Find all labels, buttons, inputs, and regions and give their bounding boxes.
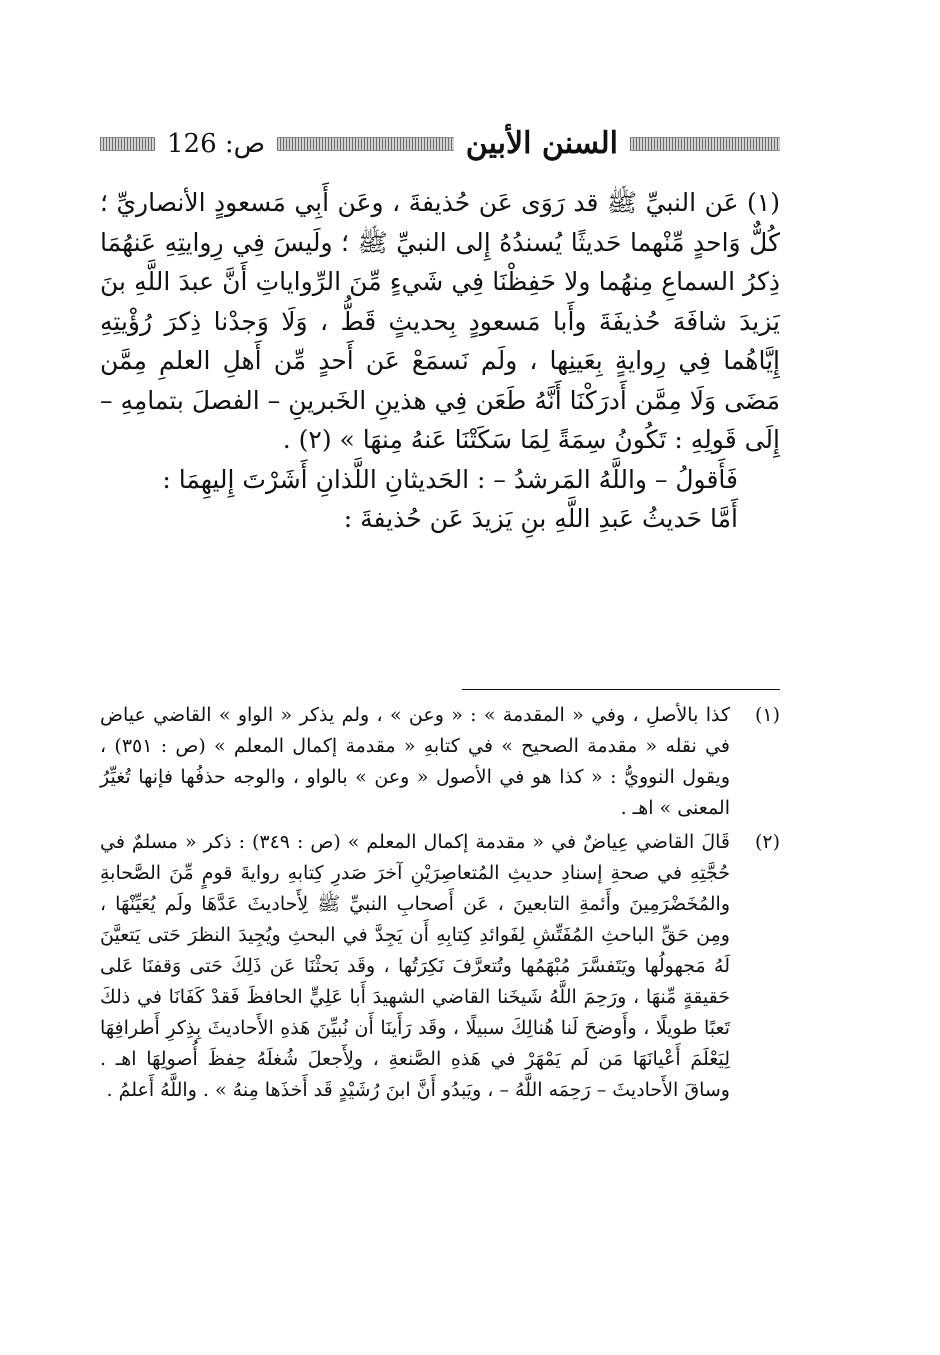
footnotes <box>100 700 780 1109</box>
header-ornament-left <box>100 137 155 151</box>
main-paragraph: فَأَقولُ – واللَّهُ المَرشدُ – : الحَديثانِ اللَّذانِ أَشَرْتَ إِليهِمَا : <box>162 464 738 494</box>
header-ornament-middle <box>277 137 454 151</box>
main-text <box>100 183 780 539</box>
running-title: السنن الأبين <box>465 126 618 161</box>
footnote-number: (١) <box>754 704 780 726</box>
main-paragraph: أَمَّا حَديثُ عَبدِ اللَّهِ بنِ يَزيدَ عَن حُذيفةَ : <box>343 504 738 533</box>
footnote-text: قَالَ القاضي عِياضٌ في « مقدمة إكمال المعلم » (ص : ٣٤٩) : ذكر « مسلمٌ في حُجَّتِهِ في صحةِ إسنادِ حديثِ المُتعاصِرَيْنِ آخرَ صَدرِ كِتابهِ روايةَ قومٍ مِّنَ الصَّحابةِ والمُخَضْرَمِينَ وأَئمةِ التابعينَ ، عَن أَصحابِ النبيِّ ﷺ لِأَحاديثَ عَدَّهَا ولَم يُعَيِّنْهَا ، ومِن حَقِّ الباحثِ المُفَتِّشِ لِفَوائدِ كِتابِهِ أَن يَجِدَّ في البحثِ ويُجِيدَ النظرَ حَتى يَتعيَّنَ لَهُ مَجهولُها ويَتَفسَّرَ مُبْهَمُها وتُتعرَّفَ نَكِرَتُها ، وقَد بَحثْنَا عَن ذَلِكَ حَتى وَقفنَا عَلى حَقيقةٍ مِّنهَا ، ورَحِمَ اللَّهُ شَيخَنا القاضي الشهيدَ أَبا عَلِيٍّ الحافظَ فَقدْ كَفَانَا في ذلكَ تَعبًا طويلًا ، وأَوضحَ لَنا هُنالِكَ سبيلًا ، وقَد رَأَينَا أَن نُبيِّنَ هَذهِ الأَحاديثَ بِذِكرِ أَطرافِهَا لِيَعْلَمَ أَعْيانَهَا مَن لَم يَمْهَرْ في هَذهِ الصَّنعةِ ، ولِأَجعلَ شُغلَهُ حِفظَ أُصولِهَا اهـ . وساقَ الأَحاديثَ – رَحِمَه اللَّهُ – ، ويَبدُو أَنَّ ابنَ رُشَيْدٍ قَد أَخذَها مِنهُ » . واللَّهُ أَعلمُ . <box>100 831 730 1101</box>
footnote <box>100 827 780 1106</box>
header-ornament-right <box>630 137 780 151</box>
footnote <box>100 700 780 824</box>
footnote-text: كذا بالأصلِ ، وفي « المقدمة » : « وعن » ، ولم يذكر « الواو » القاضي عياض في نقله « مقدمة الصحيح » في كتابهِ « مقدمة إكمال المعلم » (ص : ٣٥١) ، ويقول النوويُّ : « كذا هو في الأصول « وعن » بالواو ، والوجه حذفُها فإنها تُغيِّرُ المعنى » اهـ . <box>100 704 730 819</box>
running-header <box>100 118 780 170</box>
footnote-separator <box>462 689 780 690</box>
footnote-number: (٢) <box>754 831 780 853</box>
main-paragraph: (١) عَن النبيِّ ﷺ قد رَوَى عَن حُذيفةَ ، وعَن أَبِي مَسعودٍ الأنصاريِّ ؛ كُلٌّ وَاحدٍ مِّنْهما حَديثًا يُسندُهُ إِلى النبيِّ ﷺ ؛ ولَيسَ فِي رِوايتِهِ عَنهُمَا ذِكرُ السماعِ مِنهُما ولا حَفِظْنَا فِي شَيءٍ مِّنَ الرِّواياتِ أَنَّ عبدَ اللَّهِ بنَ يَزيدَ شافَهَ حُذيفَةَ وأَبا مَسعودٍ بِحديثٍ قَطُّ ، وَلَا وَجدْنا ذِكرَ رُؤْيتِهِ إِيَّاهُما فِي رِوايةٍ بِعَينِها ، ولَم نَسمَعْ عَن أَحدٍ مِّن أَهلِ العلمِ مِمَّن مَضَى وَلَا مِمَّن أَدرَكْنَا أَنَّهُ طَعَن فِي هذينِ الخَبرينِ – الفصلَ بتمامِهِ – إِلَى قَولِهِ : تَكُونُ سِمَةً لِمَا سَكَتْنَا عَنهُ مِنهَا » (٢) . <box>100 188 780 454</box>
page-number: ص: 126 <box>167 129 266 159</box>
